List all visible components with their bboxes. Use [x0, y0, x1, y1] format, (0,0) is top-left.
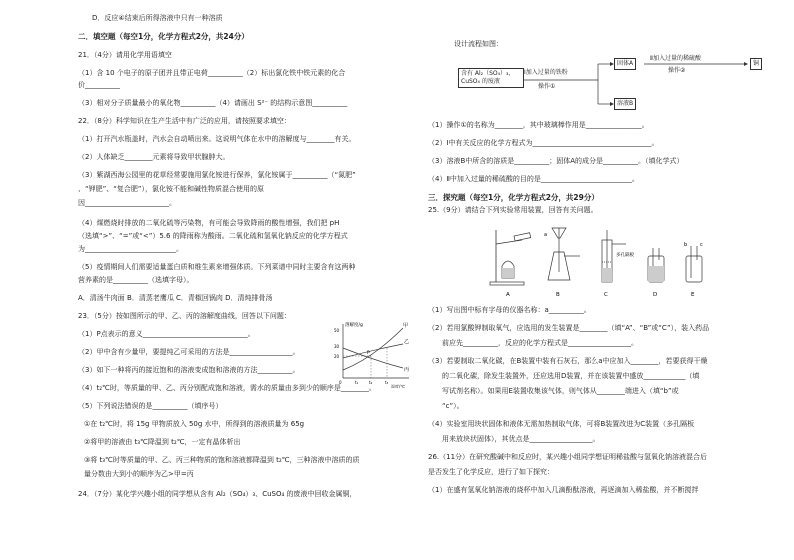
q21-title: 21．（4分）请用化学用语填空 [78, 51, 172, 59]
q23-choice3-b: 量分数由大到小的顺序为乙>甲=丙 [84, 470, 194, 478]
ytick-20: 20 [334, 354, 340, 359]
q25-item3-b: 的二氧化碳，除发生装置外，还应选用D装置，并在该装置中盛放____________（填 [442, 372, 700, 380]
option-d: D．反应④结束后所得溶液中只有一种溶质 [92, 14, 223, 22]
q23-item2: （2）甲中含有少量甲，要提纯乙可采用的方法是__________________。 [78, 348, 300, 356]
q22-item4-c: 为__________________________。 [78, 245, 183, 253]
apparatus-d [648, 248, 664, 282]
q22-item3-b: 、“钾肥”、“复合肥”），氯化铵不能和碱性物质混合使用的原 [78, 185, 265, 193]
apparatus-b [548, 228, 580, 280]
tick-t3: t₃ [385, 380, 389, 385]
q25-item4-a: （4）实验室用块状固体和液体无需加热制取气体，可将B装置改进为C装置（多孔隔板 [428, 420, 695, 428]
q22-item5-a: （5）疫情期间人们需要适量蛋白质和维生素来增强体质。下列菜谱中同时主要含有这两种 [78, 263, 356, 271]
apparatus-a [490, 230, 531, 285]
tick-temp: 温度/℃ [391, 384, 405, 388]
tick-0: 0 [339, 380, 342, 385]
q23-item5: （5）下列说法错误的是__________（填序号） [78, 402, 223, 410]
q25-item3-a: （3）若要制取二氧化碳，在B装置中装有石灰石，那么a中应加入________，若要获得干燥 [428, 357, 708, 365]
q26-title-b: 是否发生了化学反应，进行了如下探究： [428, 468, 554, 476]
ytick-30: 30 [334, 344, 340, 349]
flow-solution-box: 溶液B [614, 98, 636, 110]
q22-options: A．清汤牛肉面 B．清蒸老鹰瓜 C．青椒回锅肉 D．清炖排骨汤 [78, 294, 273, 302]
q24-item1: （1）操作①的名称为________，其中玻璃棒作用是________________。 [428, 121, 649, 129]
label-e: E [691, 292, 695, 298]
q26-title-a: 26.（11分）在研究酸碱中和反应时，某兴趣小组同学想证明稀盐酸与氢氧化钠溶液混合后 [428, 453, 708, 461]
mark-c: c [700, 242, 703, 248]
q25-item3-d: “c”）。 [442, 402, 464, 410]
q24-item3: （3）溶液B中所含的溶质是__________；固体A的成分是__________。（填化学式） [428, 157, 684, 165]
graph-ylabel: 溶解度/g [345, 323, 363, 328]
curve-jia [343, 328, 403, 370]
flow-step2-top: Ⅱ加入过量的稀硫酸 [650, 55, 701, 62]
q23-item4: （4）t₂℃时，等质量的甲、乙、丙分别配成饱和溶液，需水的质量由多到少的顺序是________。 [78, 384, 376, 392]
q22-title: 22．（8分）科学知识在生产生活中有广泛的应用，请按照要求填空： [78, 117, 291, 125]
q22-item1: （1）打开汽水瓶盖时，汽水会自动喷出来。这说明气体在水中的溶解度与________有关。 [78, 135, 356, 143]
q22-item3-c: 因________________________。 [78, 199, 176, 207]
q21-line1: （1）含 10 个电子的原子团并且带正电荷__________（2）标出氯化铁中铁元素的化合 [78, 69, 346, 77]
flow-start-box: 含有 Al₂（SO₄）₃、CuSO₄ 的废液 [458, 68, 524, 88]
label-bing: 丙 [404, 367, 410, 373]
mark-a: a [544, 232, 548, 238]
tick-t1: t₁ [355, 380, 359, 385]
label-jia: 甲 [403, 323, 409, 329]
flow-step1-bottom: 操作① [538, 83, 556, 90]
q22-item2: （2）人体缺乏________元素将导致甲状腺肿大。 [78, 153, 230, 161]
mark-b: b [684, 242, 688, 248]
flow-product-box: 铜 [750, 58, 762, 70]
q25-item3-c: 写试剂名称）。如果用E装置收集该气体，则气体从________端进入（填“b”或 [442, 387, 679, 395]
section-three-title: 三．探究题（每空1分，化学方程式2分，共29分） [428, 193, 599, 202]
flow-diagram [458, 54, 768, 114]
q22-item3-a: （3）紫湖西海公园里的花草经常要施用氯化铵进行保养，氯化铵属于__________（“氮肥” [78, 171, 356, 179]
apparatus-figure [488, 222, 718, 300]
label-p: P [367, 351, 370, 356]
solubility-graph [333, 318, 413, 388]
q24-item4: （4）Ⅱ中加入过量的稀硫酸的目的是__________________________。 [428, 175, 639, 183]
design-title: 设计流程如图： [454, 40, 503, 48]
q24-item2: （2）Ⅰ中有关反应的化学方程式为__________________________________。 [428, 139, 659, 147]
flow-step1-top: Ⅰ加入过量的铁粉 [524, 69, 568, 76]
q22-item4-b: （选填“>”、“=”或“<”）5.6 的降雨称为酸雨。二氧化硫和氢氧化钠反应的化学方程式 [78, 232, 348, 240]
q23-title: 23．（5分）按如图所示的甲、乙、丙的溶解度曲线，回答以下问题： [78, 312, 291, 320]
q25-item2-b: 前应先__________，反应的化学方程式是__________________。 [442, 339, 638, 347]
ytick-50: 50 [334, 328, 340, 333]
q25-item1: （1）写出图中标有字母的仪器名称：a__________。 [428, 306, 591, 314]
q25-item2-a: （2）若用氯酸钾制取氧气，应选用的发生装置是________（填“A”、“B”或“C”），装入药品 [428, 324, 710, 332]
q23-choice2: ②将甲的溶液由 t₃℃降温到 t₂℃，一定有晶体析出 [84, 438, 241, 446]
q25-title: 25.（9分）请结合下列实验常用装置，回答有关问题。 [428, 206, 598, 214]
q22-item4-a: （4）煤燃烧时排放的二氧化硫等污染物，有可能会导致降雨的酸性增强，我们把 pH [78, 219, 340, 227]
apparatus-e [686, 246, 702, 282]
q25-item4-b: 用来放块状固体），其优点是__________________。 [442, 435, 600, 443]
q24-title: 24．（7分）某化学兴趣小组的同学想从含有 Al₂（SO₄）₃、CuSO₄ 的废液中回收金属铜， [78, 490, 357, 498]
label-a: A [506, 292, 510, 298]
label-c: C [604, 292, 608, 298]
mark-plate: 多孔隔板 [616, 253, 634, 258]
flow-step2-bottom: 操作② [668, 67, 686, 74]
q23-choice1: ①在 t₂℃时，将 15g 甲物质放入 50g 水中，所得到的溶液质量为 65g [84, 420, 305, 428]
q21-line3: （3）相对分子质量最小的氧化物__________（4）请画出 S²⁻ 的结构示意图__________ [78, 99, 348, 107]
flow-solid-box: 固体A [614, 58, 636, 70]
q23-item3: （3）如下一种将丙的接近饱和的溶液变成饱和溶液的方法__________。 [78, 366, 300, 374]
label-yi: 乙 [404, 339, 410, 345]
label-d: D [653, 292, 658, 298]
label-b: B [556, 292, 560, 298]
q21-line2: 价__________ [78, 81, 120, 89]
q22-item5-b: 营养素的是__________（选填字母）。 [78, 276, 194, 284]
q23-choice3-a: ③将 t₃℃时等质量的甲、乙、丙三种物质的饱和溶液都降温到 t₂℃，三种溶液中溶质的质 [84, 456, 360, 464]
q26-item1: （1）在盛有氢氧化钠溶液的烧杯中加入几滴酚酞溶液，再逐滴加入稀盐酸，并不断搅拌 [428, 486, 699, 494]
tick-t2: t₂ [369, 380, 373, 385]
curve-bing [343, 348, 403, 368]
q23-item1: （1）P点表示的意义______________________________。 [78, 330, 255, 338]
section-two-title: 二．填空题（每空1分，化学方程式2分，共24分） [78, 32, 249, 41]
